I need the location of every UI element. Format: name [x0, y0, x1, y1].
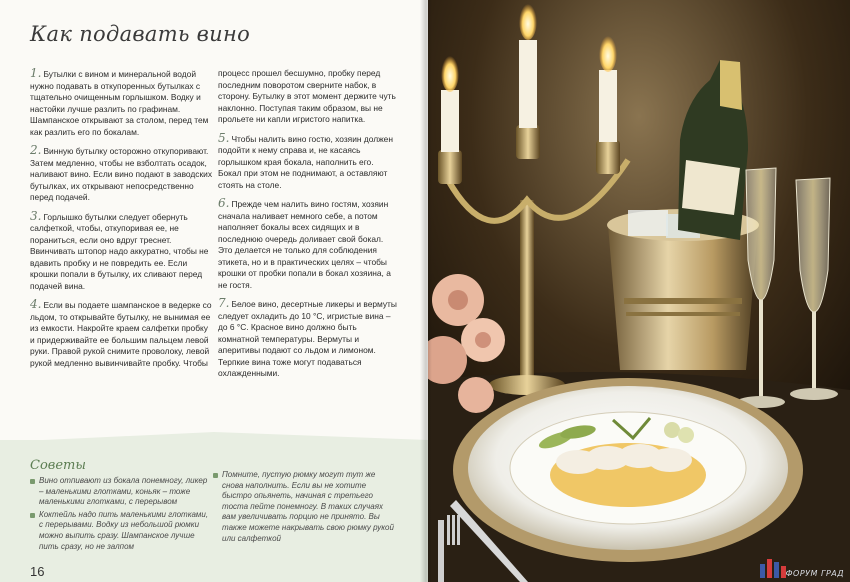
tip-text: Помните, пустую рюмку могут тут же снова наполнить. Если вы не хотите быстро опьянеть, начиная с третьего тоста пейте понемногу. В таких случаях вам увеличивать порцию не принято. Вы также можете накрывать свою рюмку рукой или салфеткой: [222, 470, 394, 543]
paragraph-text: Белое вино, десертные ликеры и вермуты следует охладить до 10 °С, игристые вина – до 6 °С. Красное вино должно быть комнатной температуры. Вермуты и аперитивы подают со льдом и лимоном. Терпкие вина тоже могут подаваться охлажденными.: [218, 299, 397, 378]
paragraph-text: Если вы подаете шампанское в ведерке со льдом, то открывайте бутылку, не вынимая ее из емкости. Накройте краем салфетки пробку и придерживайте ее большим пальцем левой руки. Правой рукой снимите проволоку, левой рукой медленно вывинчивайте пробку. Чтобы: [30, 300, 212, 368]
tip-item: [213, 470, 395, 544]
page-number: 16: [30, 564, 45, 579]
right-text-column: [218, 68, 398, 387]
forum-logo: [758, 556, 788, 578]
paragraph-3: [30, 208, 212, 293]
tip-item: [30, 510, 210, 552]
tips-left-column: [30, 476, 210, 554]
paragraph-5: [218, 130, 398, 192]
watermark-text: ФОРУМ ГРАД: [785, 569, 844, 578]
tips-title: Советы: [30, 458, 86, 473]
paragraph-6: [218, 198, 398, 291]
paragraph-4: [30, 299, 212, 369]
step-number: 1.: [30, 66, 42, 80]
paragraph-1: [30, 68, 212, 138]
paragraph-text: Чтобы налить вино гостю, хозяин должен подойти к нему справа и, не касаясь горлышком края бокала, наполнить его. Бокал при этом не поднимают, а оставляют стоять на столе.: [218, 133, 393, 190]
paragraph-7: [218, 298, 398, 380]
step-number: 3.: [30, 208, 42, 223]
tips-right-column: [213, 470, 395, 546]
paragraph-2: [30, 145, 212, 204]
bullet-icon: [30, 479, 35, 484]
dinner-plate: [453, 378, 803, 562]
step-number: 7.: [218, 296, 230, 310]
tips-box: [0, 440, 428, 582]
step-number: 2.: [30, 143, 42, 157]
wine-table-photo: [428, 0, 850, 582]
right-page-photo: [428, 0, 850, 582]
step-number: 5.: [218, 130, 230, 145]
paragraph-text: Горлышко бутылки следует обернуть салфеткой, чтобы, откупоривая ее, не пораниться, если оно вдруг треснет. Ввинчивать штопор надо аккуратно, чтобы не вдавить пробку и не повредить ее. Если крошки попали в бутылку, их сливают перед подачей вина.: [30, 211, 209, 291]
step-number: 4.: [30, 297, 42, 311]
bullet-icon: [30, 513, 35, 518]
paragraph-text: Винную бутылку осторожно откупоривают. Затем медленно, чтобы не взболтать осадок, наливают вино. Если вино подают в заводских бутылках, их открывают непосредственно перед подачей.: [30, 146, 213, 202]
paragraph-text: Бутылки с вином и минеральной водой нужно подавать в откупоренных бутылках с тщательно очищенным горлышком. Водку и настойки лучше разлить по графинам. Шампанское открывают за столом, перед тем как разлить его по бокалам.: [30, 69, 209, 137]
tip-text: Коктейль надо пить маленькими глотками, с перерывами. Водку из небольшой рюмки можно выпить сразу. Шампанское лучше пить сразу, но не залпом: [39, 509, 209, 551]
paragraph-text: Прежде чем налить вино гостям, хозяин сначала наливает немного себе, а потом наполняет бокалы всех сидящих и в последнюю очередь доливает свой бокал. Это делается не только для соблюдения этикета, но и в практических целях – чтобы крошки от пробки попали в бокал хозяина, а не гостя.: [218, 199, 391, 290]
tip-item: [30, 476, 210, 508]
page-title: Как подавать вино: [30, 22, 251, 46]
tip-text: Вино отпивают из бокала понемногу, ликер – маленькими глотками, коньяк – тоже маленькими глотками, с перерывом: [39, 476, 208, 507]
step-number: 6.: [218, 196, 230, 210]
page-gutter: [420, 0, 432, 582]
paragraph-continuation: процесс прошел бесшумно, пробку перед последним поворотом сверните набок, в сторону. Бутылку в этот момент держите чуть наклонно. Поступая таким образом, вы не прольете ни капли игристого напитка.: [218, 68, 396, 124]
left-text-column: [30, 68, 212, 376]
bullet-icon: [213, 473, 218, 478]
